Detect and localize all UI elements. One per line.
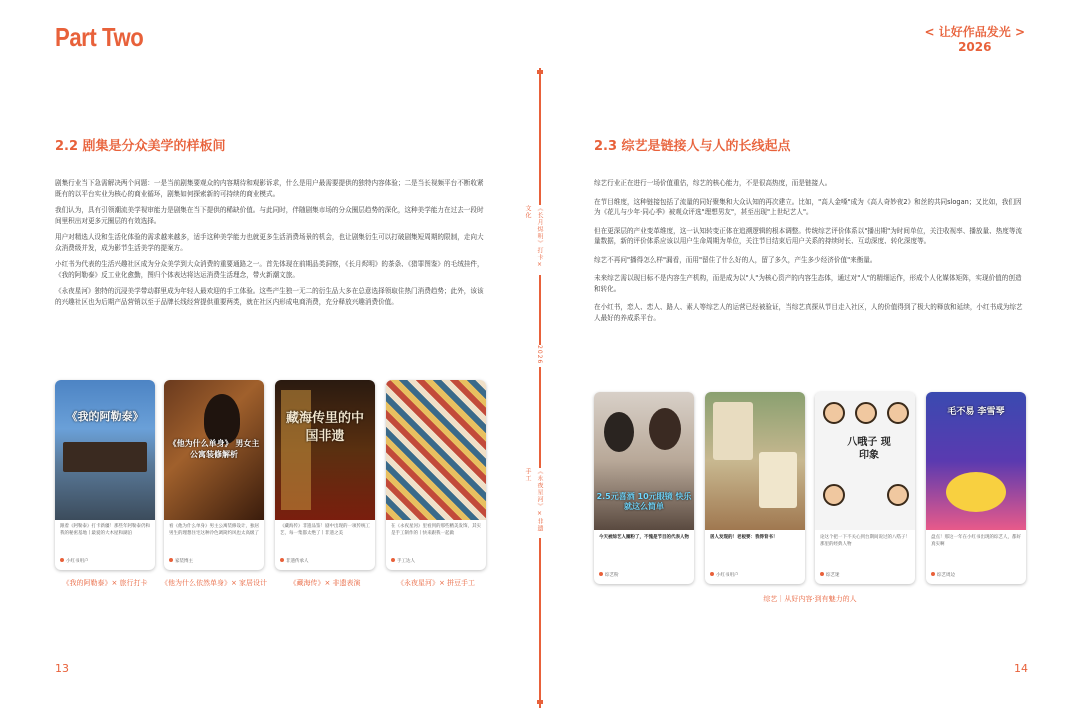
paragraph: 但在更深层的产业变革维度，这一认知转变正体在追溯逻辑的根本调整。传统综艺评价体系以"播出期"为时间单位，关注收视率、播放量、热度等流量数据，新的评价体系应该以用户生命周期为单位，关注节目结束后用户关系的持续时长、互动深度、转化深度等。 — [594, 226, 1023, 245]
card-author: 小红书用户 — [60, 558, 150, 565]
paragraph: 用户对精选人设和生活化体验的需求越来越多，适手这种美学能力也就更多生活消费场景的机会，也让剧集衍生可以打破剧集短周期的限制，走向大众消费级并发，成为影节生活美学的提案方。 — [55, 233, 484, 252]
avatar — [820, 572, 824, 576]
card-caption: 《他为什么依然单身》× 家居设计 — [160, 579, 268, 587]
left-section-title: 2.2 剧集是分众美学的样板间 — [55, 139, 226, 154]
card-image — [164, 380, 264, 520]
card-overlay-title: 八哦子 现印象 — [847, 437, 891, 461]
divider-marker — [537, 70, 543, 74]
card-author: 综艺粉 — [599, 572, 689, 579]
paragraph: 在小红书，恋人、恋人、路人、素人等综艺人的运营已经被验证，当综艺真探从节目走入社区，人的价值得到了极大的释放和延续，小红书成为综艺人最好的养成系平台。 — [594, 303, 1023, 322]
part-title: Part Two — [55, 22, 144, 52]
card-text: 居人发现的！老板要：我得背书！ — [710, 535, 778, 540]
card-overlay-title: 毛不易 李雪琴 — [947, 407, 1005, 417]
paragraph: 综艺行业正在进行一场价值重估，综艺的核心能力，不是很高热度，而是链接人。 — [594, 179, 832, 187]
avatar — [60, 558, 64, 562]
note-card[interactable] — [164, 380, 264, 570]
card-image — [705, 392, 805, 530]
page-number: 14 — [1014, 662, 1028, 675]
paragraph: 在节目维度，这种链接包括了流量的同好聚集和大众认知的再次建立。比如，"高人金嗓"成为《高人奇妙夜2》和丝的共同slogan；又比如，我们因为《花儿与少年·同心季》被观众评选"理想男友"，甚至出现"上世纪艺人"。 — [594, 197, 1022, 216]
spine-text-top: 《长月烬明》打卡×文化 — [533, 205, 545, 275]
avatar — [931, 572, 935, 576]
card-overlay-title: 《他为什么单身》 男女主公寓装修解析 — [168, 439, 260, 459]
card-overlay-title: 《我的阿勒泰》 — [66, 410, 144, 423]
divider-marker — [537, 700, 543, 704]
card-author: 非遗传承人 — [280, 558, 370, 565]
page-divider — [539, 68, 541, 708]
card-author: 家装博主 — [169, 558, 259, 565]
avatar — [280, 558, 284, 562]
avatar — [169, 558, 173, 562]
brand-block — [925, 25, 1025, 55]
card-caption: 《永夜星河》× 拼豆手工 — [396, 579, 476, 587]
card-text: 在《永夜星河》里看到的那些精美发饰，其实是手工制作的丨快来跟我一起做 — [391, 524, 481, 536]
right-section-title: 2.3 综艺是链接人与人的长线起点 — [594, 139, 791, 154]
brand-year: 2026 — [958, 40, 992, 54]
card-image — [594, 392, 694, 530]
paragraph: 未来综艺需以现目标不是内容生产机构，而是成为以"人"为核心资产的内容生态体，通过对"人"的精细运作，形成个人化媒体矩阵，实现价值的创造和转化。 — [594, 274, 1022, 293]
note-card[interactable] — [815, 392, 915, 584]
card-image — [926, 392, 1026, 530]
card-author: 综艺周边 — [931, 572, 1021, 579]
note-card[interactable] — [275, 380, 375, 570]
paragraph: 我们认为，具有引领潮流美学视审能力是剧集在当下提供的稀缺价值。与此同时，伴随剧集市场的分众圈层趋势的深化，这种美学能力在过去一段时间里积出对更多元圈层的有效选择。 — [55, 206, 484, 225]
right-caption: 综艺｜从好内容·到有魅力的人 — [763, 595, 857, 603]
right-body — [594, 178, 1026, 323]
note-card[interactable] — [386, 380, 486, 570]
left-body — [55, 178, 487, 307]
card-image — [386, 380, 486, 520]
note-card[interactable] — [926, 392, 1026, 584]
card-caption: 《我的阿勒泰》× 旅行打卡 — [62, 579, 148, 587]
card-caption: 《藏海传》× 非遗表演 — [289, 579, 361, 587]
card-image — [275, 380, 375, 520]
note-card[interactable] — [705, 392, 805, 584]
paragraph: 《永夜星河》独特的沉浸美学带动群里成为年轻人最欢迎的手工体验。这些产生独一无二的衍生品大多在总意选择领取住热门消费趋势；此外，该该的兴趣社区也为后期产品营销以至于品牌长线经营提供重要两类，就在社区内形成电商消费，充分释放兴趣消费价值。 — [55, 287, 484, 306]
avatar — [391, 558, 395, 562]
card-text: 看《他为什么单身》男主公寓装修设计，独居男生的理想住宅这种冷色调简约风也太高级了 — [169, 524, 259, 536]
card-text: 今天被综艺人圈粉了，不愧是节目的代表人物 — [599, 535, 689, 540]
card-author: 手工达人 — [391, 558, 481, 565]
paragraph: 小红书为代表的生活兴趣社区成为分众美学到大众消费的重要通路之一。首先体现在前期品类洞察，《长月烬明》的茶条、《猎罪图鉴》的毛绒挂件，《我的阿勒泰》反工业化愈勤，图归个体表达将达运消费生活理念，带火新潮文旅。 — [55, 260, 484, 279]
avatar — [710, 572, 714, 576]
note-card[interactable] — [594, 392, 694, 584]
card-overlay-title: 藏海传里的中国非遗 — [285, 411, 364, 444]
card-text: 跟着《阿勒泰》打卡新疆！那些年阿勒泰仍和我的秘密基地丨最爱的大木屋和湖泊 — [60, 524, 150, 536]
card-image — [55, 380, 155, 520]
card-overlay-title: 2.5元喜酒 10元眼镜 快乐就这么简单 — [596, 492, 692, 511]
avatar — [599, 572, 603, 576]
card-text: 论这个把一下不关心到台期间说过的八嗒子！那里的经典人物 — [820, 535, 910, 547]
paragraph: 剧集行业当下急需解决两个问题：一是当前剧集要观众的内容期待和观影诉求，什么是用户最需要提供的独特内容体验；二是当长视频平台不断收紧既有的以平台实业为核心的商业循环，剧集如何探索新的可持续的商业模式。 — [55, 179, 484, 198]
brand-slogan: < 让好作品发光 > — [924, 25, 1025, 39]
card-author: 小红书用户 — [710, 572, 800, 579]
spine-text-mid: 2026 — [533, 345, 545, 367]
spine-text-bottom: 《永夜星河》×非遗手工 — [533, 468, 545, 538]
card-author: 综艺迷 — [820, 572, 910, 579]
note-card[interactable] — [55, 380, 155, 570]
card-text: 《藏海传》非遗品鉴！剧中出现的一项传统工艺，每一集都太绝了丨非遗之美 — [280, 524, 370, 536]
page-number: 13 — [55, 662, 69, 675]
paragraph: 综艺不再问"播得怎么样"漏看，而用"留住了什么好的人，留了多久，产生多少经济价值"来衡量。 — [594, 255, 877, 264]
card-text: 盘点！那这一年在小红书出现的综艺人，都好真实啊 — [931, 535, 1021, 547]
card-image — [815, 392, 915, 530]
